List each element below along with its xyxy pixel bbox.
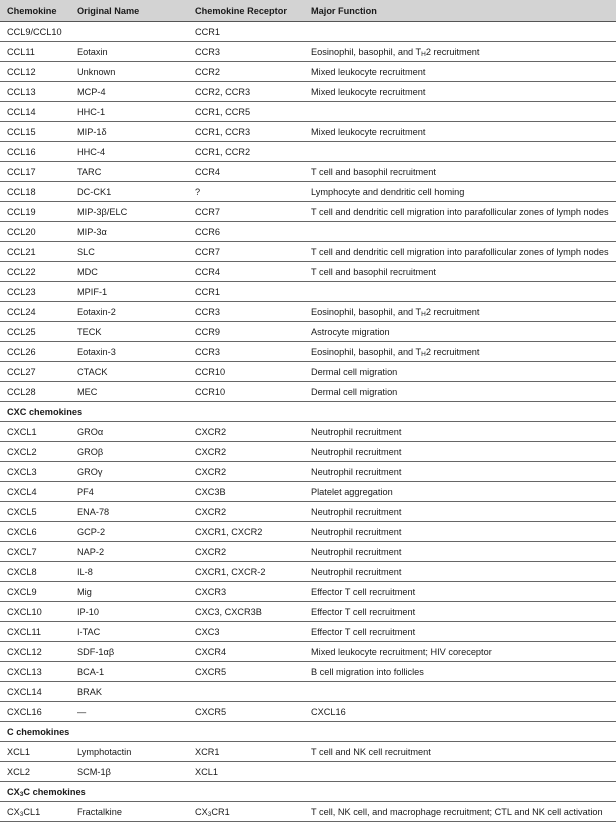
cell-receptor: CXCR1, CXCR2	[188, 522, 304, 542]
section-row	[0, 402, 616, 422]
cell-major-function: Neutrophil recruitment	[304, 542, 616, 562]
table-row	[0, 22, 616, 42]
cell-chemokine: CXCL13	[0, 662, 70, 682]
table-row	[0, 122, 616, 142]
cell-major-function: Astrocyte migration	[304, 322, 616, 342]
cell-major-function: Mixed leukocyte recruitment; HIV coreceptor	[304, 642, 616, 662]
table-row	[0, 662, 616, 682]
cell-receptor: CXCR2	[188, 422, 304, 442]
cell-original-name: Eotaxin	[70, 42, 188, 62]
cell-chemokine: CCL9/CCL10	[0, 22, 70, 42]
cell-original-name: MPIF-1	[70, 282, 188, 302]
cell-original-name: CTACK	[70, 362, 188, 382]
cell-receptor: CCR2, CCR3	[188, 82, 304, 102]
cell-original-name: MIP-3β/ELC	[70, 202, 188, 222]
cell-receptor: CCR4	[188, 162, 304, 182]
cell-major-function: Neutrophil recruitment	[304, 562, 616, 582]
table-row	[0, 442, 616, 462]
cell-major-function	[304, 762, 616, 782]
cell-original-name: Eotaxin-2	[70, 302, 188, 322]
cell-original-name: MCP-4	[70, 82, 188, 102]
cell-original-name: HHC-1	[70, 102, 188, 122]
table-row	[0, 742, 616, 762]
table-row	[0, 302, 616, 322]
cell-original-name: TECK	[70, 322, 188, 342]
cell-major-function: Neutrophil recruitment	[304, 462, 616, 482]
cell-chemokine: CCL15	[0, 122, 70, 142]
cell-original-name: NAP-2	[70, 542, 188, 562]
cell-original-name: MIP-3α	[70, 222, 188, 242]
cell-chemokine: CCL27	[0, 362, 70, 382]
cell-major-function: Dermal cell migration	[304, 362, 616, 382]
cell-receptor	[188, 682, 304, 702]
table-row	[0, 42, 616, 62]
cell-receptor: CCR2	[188, 62, 304, 82]
cell-receptor: XCR1	[188, 742, 304, 762]
table-row	[0, 342, 616, 362]
cell-receptor: CCR6	[188, 222, 304, 242]
cell-major-function: T cell and dendritic cell migration into parafollicular zones of lymph nodes	[304, 242, 616, 262]
cell-major-function	[304, 222, 616, 242]
cell-original-name: GROγ	[70, 462, 188, 482]
cell-major-function: Neutrophil recruitment	[304, 522, 616, 542]
table-row	[0, 82, 616, 102]
cell-major-function: Effector T cell recruitment	[304, 582, 616, 602]
cell-chemokine: $CX_3CL1$	[0, 802, 70, 822]
cell-major-function: Neutrophil recruitment	[304, 422, 616, 442]
cell-major-function: Effector T cell recruitment	[304, 602, 616, 622]
cell-chemokine: CCL14	[0, 102, 70, 122]
table-row	[0, 62, 616, 82]
table-row	[0, 322, 616, 342]
cell-original-name: IP-10	[70, 602, 188, 622]
cell-chemokine: CCL24	[0, 302, 70, 322]
cell-chemokine: CXCL4	[0, 482, 70, 502]
cell-chemokine: XCL1	[0, 742, 70, 762]
cell-receptor: CCR4	[188, 262, 304, 282]
table-row	[0, 142, 616, 162]
cell-original-name: Fractalkine	[70, 802, 188, 822]
cell-chemokine: CCL28	[0, 382, 70, 402]
cell-chemokine: CXCL9	[0, 582, 70, 602]
column-header-chemokine-receptor: Chemokine Receptor	[188, 0, 304, 22]
cell-major-function: T cell and NK cell recruitment	[304, 742, 616, 762]
table-row	[0, 622, 616, 642]
section-label: CXC chemokines	[0, 402, 616, 422]
cell-major-function: Dermal cell migration	[304, 382, 616, 402]
cell-receptor: CCR3	[188, 42, 304, 62]
cell-original-name: GCP-2	[70, 522, 188, 542]
cell-receptor: ?	[188, 182, 304, 202]
cell-receptor: CXCR4	[188, 642, 304, 662]
cell-original-name: BCA-1	[70, 662, 188, 682]
cell-chemokine: CCL12	[0, 62, 70, 82]
cell-receptor: CCR1, CCR5	[188, 102, 304, 122]
column-header-major-function: Major Function	[304, 0, 616, 22]
cell-original-name: I-TAC	[70, 622, 188, 642]
cell-original-name: ENA-78	[70, 502, 188, 522]
cell-receptor: CXCR2	[188, 462, 304, 482]
cell-major-function: T cell and basophil recruitment	[304, 262, 616, 282]
cell-major-function: Mixed leukocyte recruitment	[304, 82, 616, 102]
cell-receptor: $CX_3CR1$	[188, 802, 304, 822]
table-row	[0, 542, 616, 562]
table-row	[0, 682, 616, 702]
cell-receptor: XCL1	[188, 762, 304, 782]
cell-original-name: IL-8	[70, 562, 188, 582]
column-header-chemokine: Chemokine	[0, 0, 70, 22]
cell-major-function: Effector T cell recruitment	[304, 622, 616, 642]
table-row	[0, 482, 616, 502]
cell-receptor: CCR1	[188, 22, 304, 42]
cell-major-function: Mixed leukocyte recruitment	[304, 62, 616, 82]
cell-receptor: CXCR2	[188, 542, 304, 562]
cell-original-name: GROβ	[70, 442, 188, 462]
table-row	[0, 102, 616, 122]
cell-receptor: CXCR2	[188, 442, 304, 462]
cell-major-function: T cell and dendritic cell migration into parafollicular zones of lymph nodes	[304, 202, 616, 222]
table-body	[0, 22, 616, 822]
cell-receptor: CCR7	[188, 242, 304, 262]
cell-major-function: Neutrophil recruitment	[304, 502, 616, 522]
table-row	[0, 242, 616, 262]
cell-original-name: SLC	[70, 242, 188, 262]
cell-major-function: T cell and basophil recruitment	[304, 162, 616, 182]
cell-receptor: CXCR2	[188, 502, 304, 522]
cell-chemokine: CCL20	[0, 222, 70, 242]
cell-chemokine: CCL16	[0, 142, 70, 162]
cell-receptor: CXCR5	[188, 702, 304, 722]
cell-original-name	[70, 22, 188, 42]
table-row	[0, 802, 616, 822]
column-header-original-name: Original Name	[70, 0, 188, 22]
section-label: C chemokines	[0, 722, 616, 742]
table-row	[0, 262, 616, 282]
cell-chemokine: CXCL7	[0, 542, 70, 562]
table-row	[0, 222, 616, 242]
cell-original-name: MEC	[70, 382, 188, 402]
cell-original-name: DC-CK1	[70, 182, 188, 202]
table-row	[0, 422, 616, 442]
cell-chemokine: CCL18	[0, 182, 70, 202]
cell-major-function: CXCL16	[304, 702, 616, 722]
cell-chemokine: CCL21	[0, 242, 70, 262]
cell-chemokine: CXCL3	[0, 462, 70, 482]
cell-chemokine: CCL11	[0, 42, 70, 62]
cell-receptor: CXC3, CXCR3B	[188, 602, 304, 622]
table-row	[0, 602, 616, 622]
cell-chemokine: CCL19	[0, 202, 70, 222]
table-row	[0, 522, 616, 542]
cell-major-function: Eosinophil, basophil, and $T_H2$ recruitment	[304, 302, 616, 322]
cell-original-name: MDC	[70, 262, 188, 282]
cell-receptor: CCR7	[188, 202, 304, 222]
cell-original-name: MIP-1δ	[70, 122, 188, 142]
section-row	[0, 722, 616, 742]
cell-receptor: CCR9	[188, 322, 304, 342]
table-row	[0, 642, 616, 662]
cell-receptor: CCR10	[188, 382, 304, 402]
cell-chemokine: CCL22	[0, 262, 70, 282]
cell-major-function	[304, 282, 616, 302]
cell-chemokine: CXCL10	[0, 602, 70, 622]
cell-chemokine: CXCL2	[0, 442, 70, 462]
table-row	[0, 282, 616, 302]
cell-receptor: CCR1, CCR2	[188, 142, 304, 162]
cell-receptor: CCR10	[188, 362, 304, 382]
cell-original-name: Unknown	[70, 62, 188, 82]
cell-original-name: SDF-1αβ	[70, 642, 188, 662]
table-row	[0, 502, 616, 522]
cell-original-name: Mig	[70, 582, 188, 602]
cell-chemokine: CXCL12	[0, 642, 70, 662]
cell-major-function: Platelet aggregation	[304, 482, 616, 502]
section-row	[0, 782, 616, 802]
cell-original-name: BRAK	[70, 682, 188, 702]
cell-chemokine: CXCL5	[0, 502, 70, 522]
cell-chemokine: CXCL14	[0, 682, 70, 702]
table-header	[0, 0, 616, 22]
cell-original-name: PF4	[70, 482, 188, 502]
cell-chemokine: XCL2	[0, 762, 70, 782]
cell-chemokine: CCL13	[0, 82, 70, 102]
table-row	[0, 162, 616, 182]
cell-original-name: Lymphotactin	[70, 742, 188, 762]
cell-major-function: T cell, NK cell, and macrophage recruitment; CTL and NK cell activation	[304, 802, 616, 822]
table-row	[0, 462, 616, 482]
cell-chemokine: CCL25	[0, 322, 70, 342]
table-row	[0, 762, 616, 782]
cell-chemokine: CXCL11	[0, 622, 70, 642]
cell-chemokine: CXCL1	[0, 422, 70, 442]
cell-major-function	[304, 102, 616, 122]
cell-chemokine: CCL26	[0, 342, 70, 362]
cell-chemokine: CXCL16	[0, 702, 70, 722]
cell-receptor: CCR3	[188, 302, 304, 322]
table-row	[0, 562, 616, 582]
section-label: $CX_3C$ chemokines	[0, 782, 616, 802]
cell-major-function: Mixed leukocyte recruitment	[304, 122, 616, 142]
cell-receptor: CXC3B	[188, 482, 304, 502]
table-row	[0, 582, 616, 602]
cell-major-function: Lymphocyte and dendritic cell homing	[304, 182, 616, 202]
header-row	[0, 0, 616, 22]
cell-receptor: CXCR5	[188, 662, 304, 682]
cell-chemokine: CXCL8	[0, 562, 70, 582]
cell-original-name: —	[70, 702, 188, 722]
cell-major-function	[304, 142, 616, 162]
cell-original-name: SCM-1β	[70, 762, 188, 782]
cell-receptor: CCR1, CCR3	[188, 122, 304, 142]
cell-original-name: GROα	[70, 422, 188, 442]
cell-original-name: HHC-4	[70, 142, 188, 162]
cell-major-function: B cell migration into follicles	[304, 662, 616, 682]
cell-receptor: CXCR1, CXCR-2	[188, 562, 304, 582]
table-row	[0, 202, 616, 222]
cell-major-function: Eosinophil, basophil, and $T_H2$ recruitment	[304, 342, 616, 362]
cell-receptor: CCR1	[188, 282, 304, 302]
cell-original-name: Eotaxin-3	[70, 342, 188, 362]
cell-receptor: CCR3	[188, 342, 304, 362]
table-row	[0, 382, 616, 402]
cell-receptor: CXC3	[188, 622, 304, 642]
table-row	[0, 362, 616, 382]
cell-chemokine: CXCL6	[0, 522, 70, 542]
cell-receptor: CXCR3	[188, 582, 304, 602]
cell-major-function: Eosinophil, basophil, and $T_H2$ recruitment	[304, 42, 616, 62]
table-row	[0, 702, 616, 722]
cell-major-function: Neutrophil recruitment	[304, 442, 616, 462]
cell-major-function	[304, 22, 616, 42]
table-row	[0, 182, 616, 202]
cell-major-function	[304, 682, 616, 702]
cell-chemokine: CCL23	[0, 282, 70, 302]
cell-original-name: TARC	[70, 162, 188, 182]
cell-chemokine: CCL17	[0, 162, 70, 182]
